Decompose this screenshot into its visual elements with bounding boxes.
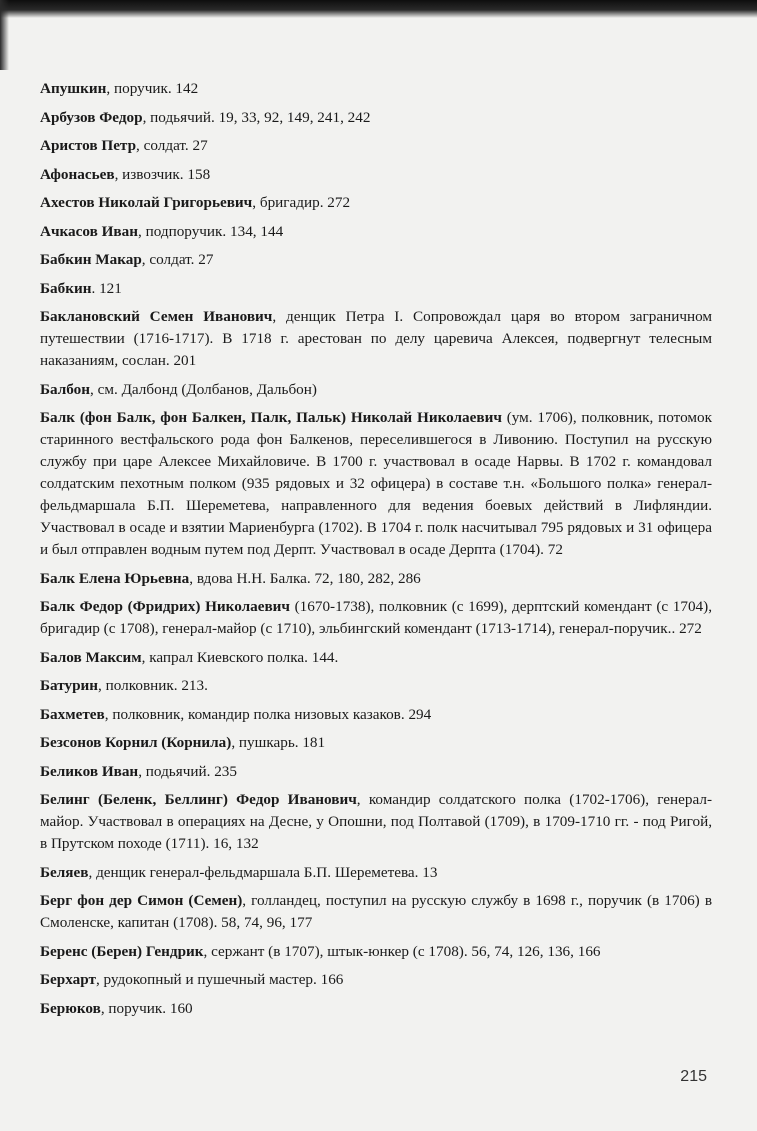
index-entry (40, 221, 712, 243)
index-entry (40, 862, 712, 884)
entry-name: Балк (фон Балк, фон Балкен, Палк, Пальк) Николай Николаевич (40, 409, 502, 426)
index-entry (40, 890, 712, 934)
scan-edge-top (0, 0, 757, 18)
index-entry (40, 761, 712, 783)
index-entry (40, 596, 712, 640)
entry-text: , денщик Петра I. Сопровождал царя во втором заграничном путешествии (1716-1717). В 1718 г. арестован по делу царевича Алексея, подвергнут телесным наказаниям, сослан. 201 (40, 308, 712, 369)
entry-name: Беренс (Берен) Гендрик (40, 942, 204, 960)
entry-name: Бабкин Макар (40, 251, 142, 268)
entry-text: , рудокопный и пушечный мастер. 166 (95, 971, 344, 988)
entry-text: , извозчик. 158 (114, 165, 211, 183)
entry-text: , см. Далбонд (Долбанов, Дальбон) (90, 380, 317, 398)
index-entry (40, 306, 712, 372)
index-entry (40, 941, 712, 963)
index-entry (40, 164, 712, 186)
entry-name: Беляев (40, 863, 89, 881)
entry-text: , голландец, поступил на русскую службу в 1698 г., поручик (в 1706) в Смоленске, капитан (1708). 58, 74, 96, 177 (40, 892, 712, 931)
index-entry (40, 135, 712, 157)
index-entry (40, 998, 712, 1020)
entry-name: Ачкасов Иван (40, 222, 138, 240)
index-entry (40, 732, 712, 754)
page-number: 215 (680, 1068, 707, 1085)
entry-text: , поручик. 142 (106, 80, 199, 97)
entry-name: Балбон (40, 380, 91, 398)
index-entry (40, 407, 712, 561)
entry-text: , денщик генерал-фельдмаршала Б.П. Шереметева. 13 (88, 863, 438, 881)
entry-text: , подпоручик. 134, 144 (137, 222, 284, 240)
entry-text: , пушкарь. 181 (231, 734, 326, 751)
index-entry (40, 647, 712, 669)
entry-name: Аристов Петр (40, 137, 137, 154)
index-entry (40, 192, 712, 214)
entry-name: Батурин (40, 677, 99, 694)
entry-text: , командир солдатского полка (1702-1706), генерал-майор. Участвовал в операциях на Десне, у Опошни, под Полтавой (1709), в 1709-1710 гг. - под Ригой, в Прутском походе (1711). 16, 132 (40, 791, 713, 852)
index-entry (40, 78, 712, 100)
entry-name: Берюков (40, 999, 101, 1017)
index-entry (40, 379, 712, 401)
entry-name: Арбузов Федор (40, 108, 143, 126)
entry-name: Безсонов Корнил (Корнила) (40, 734, 232, 751)
entry-text: (ум. 1706), полковник, потомок старинного вестфальского рода фон Балкенов, переселившегося в Ливонию. Поступил на русскую службу при царе Алексее Михайловиче. В 1700 г. участвовал в осаде Нарвы. В 1702 г. командовал солдатским пехотным полком (935 рядовых и 32 офицера) в составе т.н. «Большого полка» генерал-фельдмаршала Б.П. Шереметева, направленного для ведения боевых действий в Лифляндии. Участвовал в осаде и взятии Мариенбурга (1702). В 1704 г. полк насчитывал 795 рядовых и 31 офицера и был отправлен водным путем под Дерпт. Участвовал в осаде Дерпта (1704). 72 (40, 409, 712, 558)
entry-text: , поручик. 160 (100, 999, 193, 1017)
entry-name: Берхарт (40, 971, 96, 988)
entry-text: , бригадир. 272 (252, 194, 351, 211)
entry-name: Белинг (Беленк, Беллинг) Федор Иванович (40, 791, 357, 808)
entry-text: , подьячий. 19, 33, 92, 149, 241, 242 (142, 108, 371, 126)
entry-name: Ахестов Николай Григорьевич (40, 194, 253, 211)
index-entry (40, 107, 712, 129)
index-entry (40, 704, 712, 726)
entry-text: , полковник, командир полка низовых казаков. 294 (104, 705, 432, 723)
entry-name: Берг фон дер Симон (Семен) (40, 892, 243, 909)
entry-text: , капрал Киевского полка. 144. (141, 648, 339, 666)
entry-text: . 121 (91, 279, 122, 297)
index-entry (40, 568, 712, 590)
entry-text: , полковник. 213. (98, 677, 208, 694)
entry-text: , солдат. 27 (136, 137, 208, 154)
entry-text: (1670-1738), полковник (с 1699), дерптский комендант (с 1704), бригадир (с 1708), генерал-майор (с 1710), эльбингский комендант (1713-1714), генерал-поручик.. 272 (40, 598, 712, 637)
entry-text: , сержант (в 1707), штык-юнкер (с 1708). 56, 74, 126, 136, 166 (203, 942, 601, 960)
entry-name: Баклановский Семен Иванович (40, 308, 273, 325)
entry-name: Апушкин (40, 80, 107, 97)
entry-text: , солдат. 27 (141, 251, 214, 268)
entry-name: Балов Максим (40, 648, 142, 666)
entry-name: Бабкин (40, 279, 92, 297)
entry-name: Балк Елена Юрьевна (40, 569, 190, 587)
entry-text: , подьячий. 235 (138, 762, 237, 780)
name-index (40, 78, 712, 1026)
index-entry (40, 969, 712, 991)
index-entry (40, 278, 712, 300)
scan-edge-left (0, 0, 9, 70)
entry-name: Бахметев (40, 705, 105, 723)
entry-name: Балк Федор (Фридрих) Николаевич (40, 598, 290, 615)
index-entry (40, 249, 712, 271)
index-entry (40, 675, 712, 697)
entry-text: , вдова Н.Н. Балка. 72, 180, 282, 286 (189, 569, 421, 587)
index-entry (40, 789, 712, 855)
entry-name: Афонасьев (40, 165, 115, 183)
entry-name: Беликов Иван (40, 762, 139, 780)
